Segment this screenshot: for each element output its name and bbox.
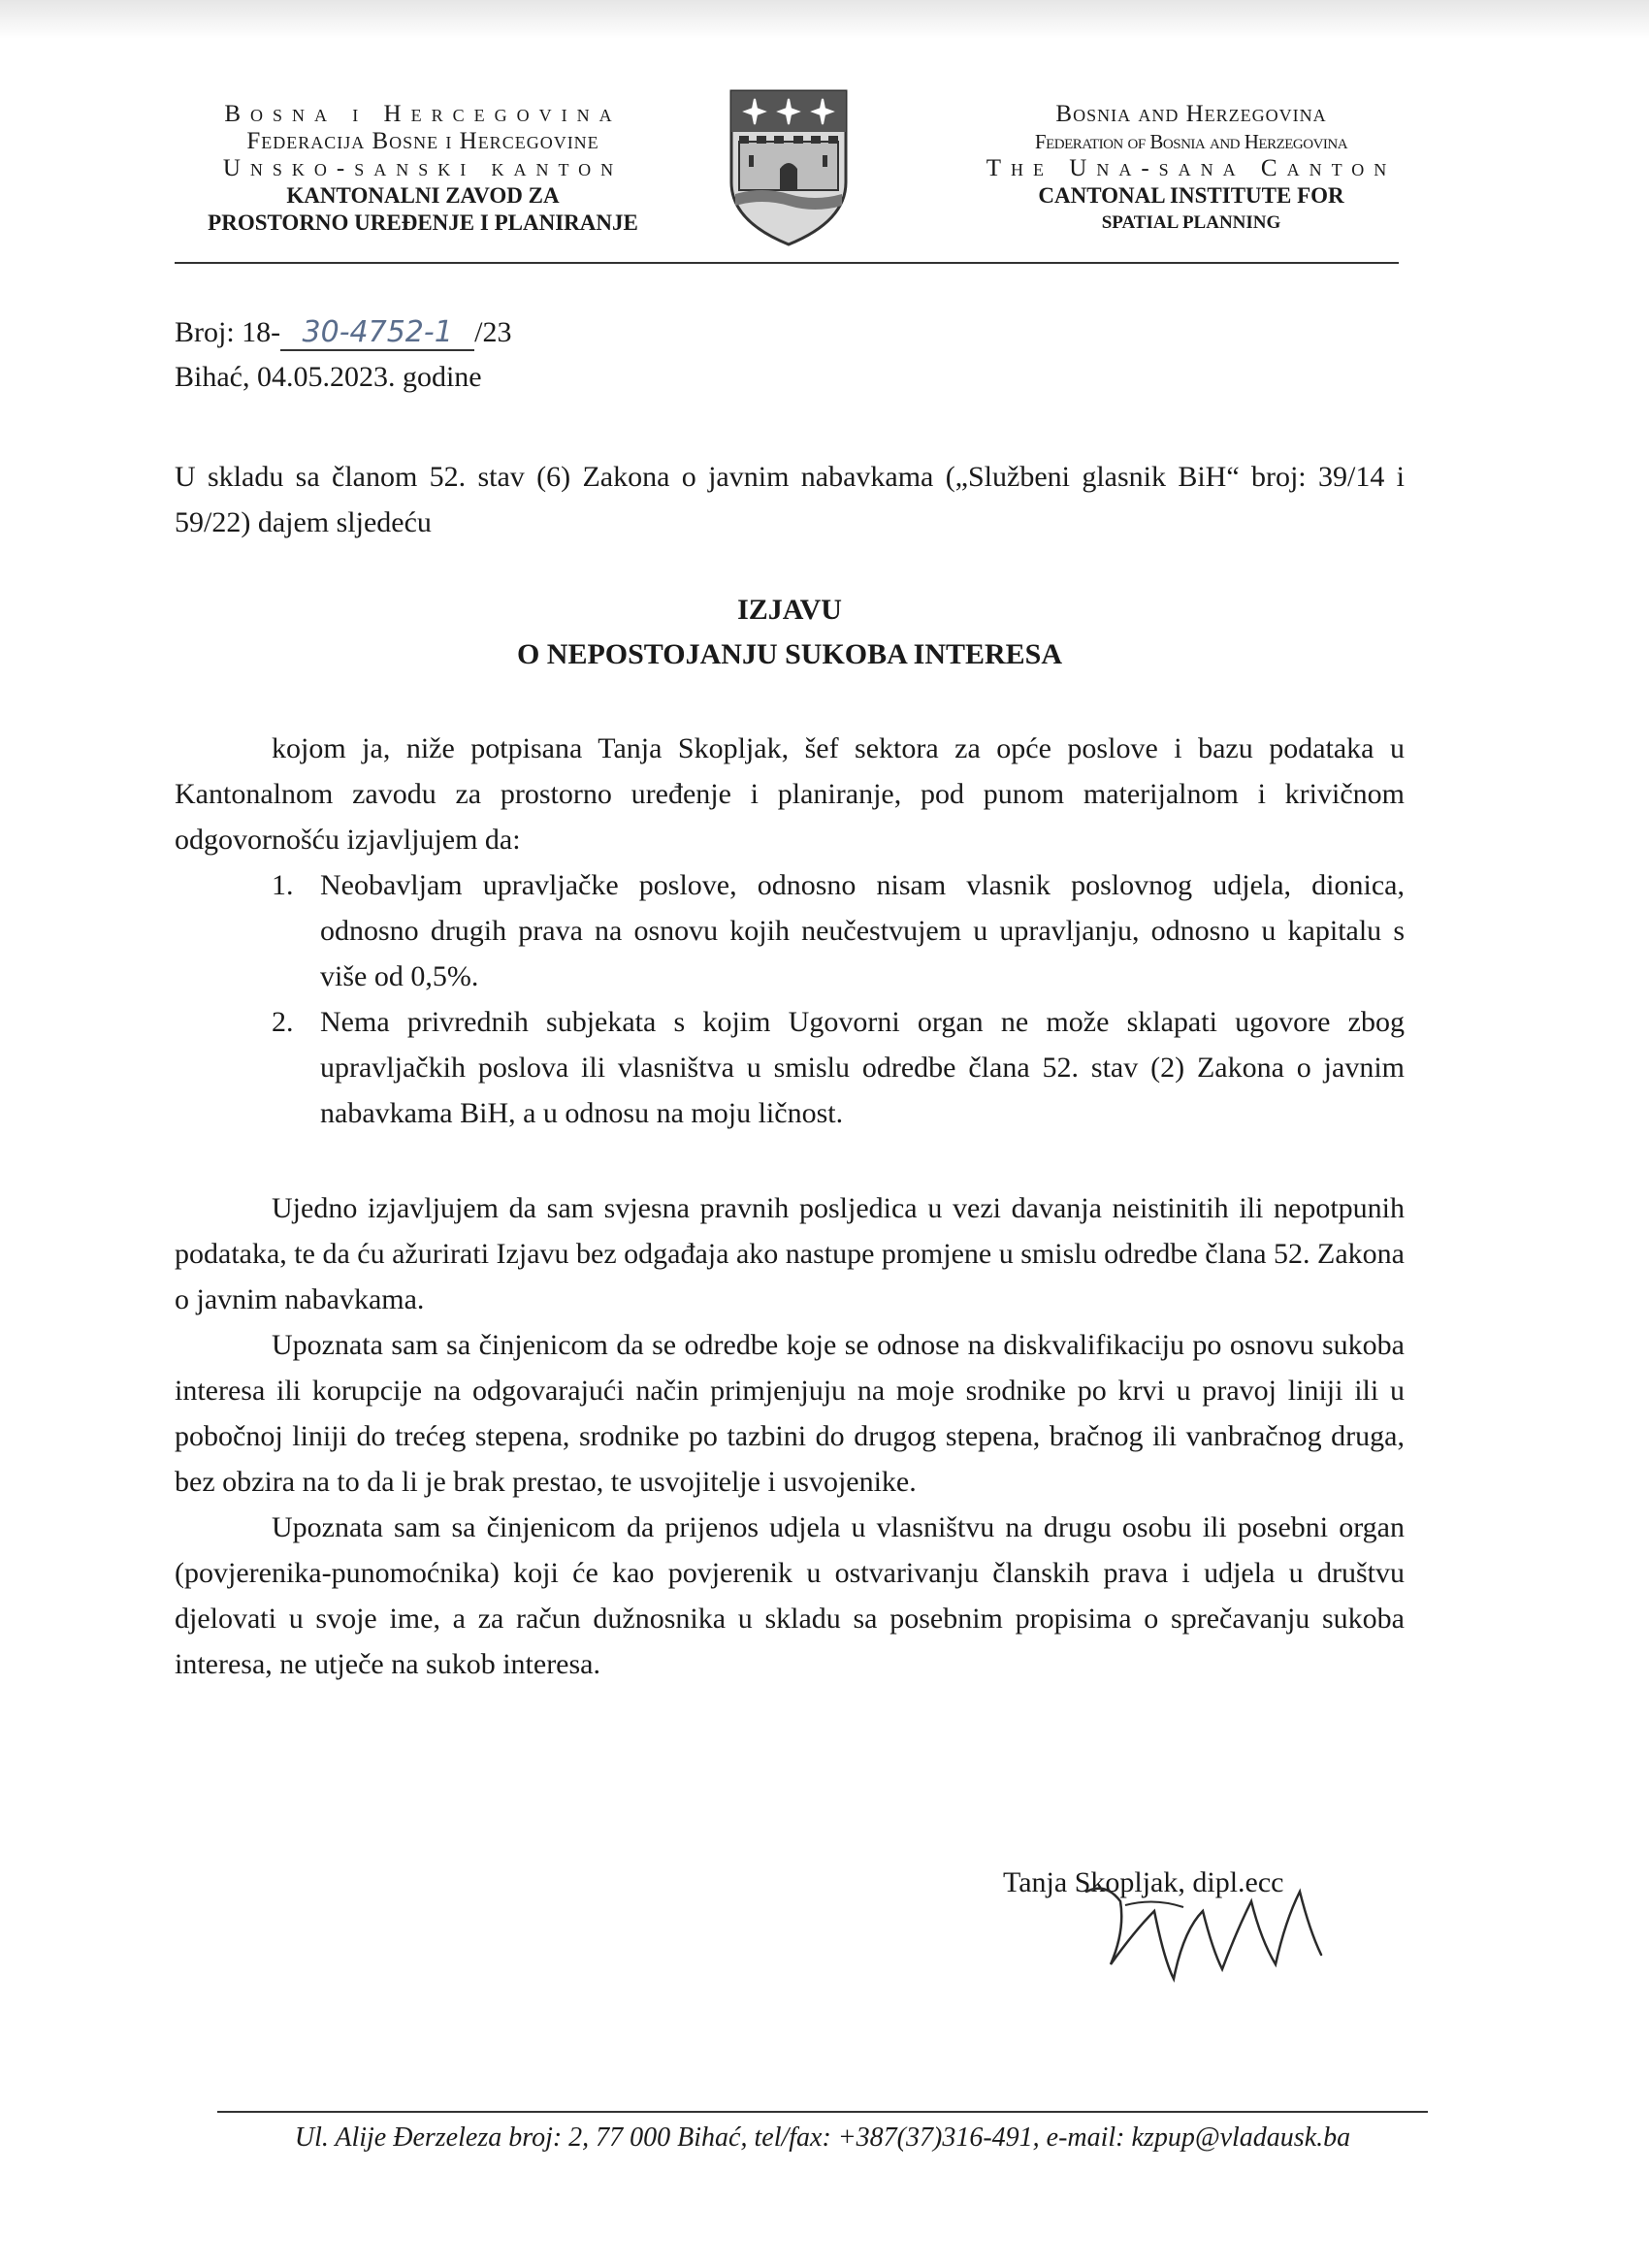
letterhead-institute-bs-1: KANTONALNI ZAVOD ZA (286, 183, 560, 208)
list-item-text: Nema privrednih subjekata s kojim Ugovorni organ ne može sklapati ugovore zbog upravljačkih poslova ili vlasništva u smislu odredbe člana 52. stav (2) Zakona o javnim nabavkama BiH, a u odnosu na moju ličnost. (320, 1006, 1405, 1129)
letterhead-canton-bs: Unsko-sanski kanton (222, 155, 624, 181)
list-item-text: Neobavljam upravljačke poslove, odnosno nisam vlasnik poslovnog udjela, dionica, odnosno drugih prava na osnovu kojih neučestvujem u upravljanju, odnosno u kapitalu s više od 0,5%. (320, 869, 1405, 992)
signatory-name: Tanja Skopljak, dipl.ecc (1003, 1866, 1284, 1898)
reference-prefix: Broj: 18- (175, 316, 281, 348)
letterhead-country-en: Bosnia and Herzegovina (1055, 101, 1327, 127)
document-reference (175, 310, 512, 400)
letterhead-institute-en-1: CANTONAL INSTITUTE FOR (1038, 183, 1344, 208)
list-item-number: 2. (272, 1006, 294, 1038)
letterhead-federation-bs: Federacija Bosne i Hercegovine (246, 128, 599, 154)
list-item (175, 862, 1405, 999)
list-item-number: 1. (272, 869, 294, 901)
declaration-list (175, 862, 1405, 1136)
list-item (175, 999, 1405, 1136)
title-line-1: IZJAVU (737, 594, 842, 626)
letterhead-country-bs: Bosna i Hercegovina (224, 101, 622, 127)
canton-coat-of-arms-icon (726, 85, 852, 250)
statement-paragraph-3: Upoznata sam sa činjenicom da prijenos udjela u vlasništvu na drugu osobu ili posebni organ (povjerenika-punomoćnika) koji će kao povjerenik u ostvarivanju članskih prava i udjela u društvu djelovati u svoje ime, a za račun dužnosnika u skladu sa posebnim propisima o sprečavanju sukoba interesa, ne utječe na sukob interesa. (175, 1511, 1405, 1680)
footer-contact: Ul. Alije Đerzeleza broj: 2, 77 000 Bihać, tel/fax: +387(37)316-491, e-mail: kzpup@vladausk.ba (294, 2122, 1351, 2153)
footer-divider (217, 2111, 1428, 2113)
letterhead-divider (175, 262, 1399, 264)
letterhead-left (171, 101, 675, 237)
statement-paragraph-2: Upoznata sam sa činjenicom da se odredbe koje se odnose na diskvalifikaciju po osnovu sukoba interesa ili korupcije na odgovarajući način primjenjuju na moje srodnike po krvi u pravoj liniji ili u pobočnoj liniji do trećeg stepena, srodnike po tazbini do drugog stepena, bračnog ili vanbračnog druga, bez obzira na to da li je brak prestao, te usvojitelje i usvojenike. (175, 1329, 1405, 1498)
letterhead-right (939, 101, 1443, 237)
reference-suffix: /23 (474, 316, 512, 348)
declaration-opening: kojom ja, niže potpisana Tanja Skopljak, šef sektora za opće poslove i bazu podataka u Kantonalnom zavodu za prostorno uređenje i planiranje, pod punom materijalnom i krivičnom odgovornošću izjavljujem da: (175, 732, 1405, 856)
title-line-2: O NEPOSTOJANJU SUKOBA INTERESA (516, 638, 1063, 670)
place-date: Bihać, 04.05.2023. godine (175, 361, 482, 393)
letterhead-institute-bs-2: PROSTORNO UREĐENJE I PLANIRANJE (208, 211, 638, 235)
letterhead-institute-en-2: SPATIAL PLANNING (1101, 212, 1281, 233)
document-title (175, 588, 1405, 677)
reference-handwritten-number: 30-4752-1 (280, 316, 474, 351)
handwritten-signature-icon (1067, 1872, 1339, 1989)
declaration-section (175, 726, 1405, 1136)
statement-paragraph-1: Ujedno izjavljujem da sam svjesna pravnih posljedica u vezi davanja neistinitih ili nepotpunih podataka, te da ću ažurirati Izjavu bez odgađaja ako nastupe promjene u smislu odredbe člana 52. Zakona o javnim nabavkama. (175, 1192, 1405, 1315)
scan-edge-shadow (0, 0, 1649, 39)
reference-number-line (175, 310, 512, 355)
letterhead-canton-en: The Una-sana Canton (986, 155, 1397, 181)
intro-paragraph: U skladu sa članom 52. stav (6) Zakona o javnim nabavkama („Službeni glasnik BiH“ broj: 39/14 i 59/22) dajem sljedeću (175, 461, 1405, 538)
letterhead-federation-en: Federation of Bosnia and Herzegovina (1034, 130, 1348, 153)
statement-section (175, 1185, 1405, 1687)
